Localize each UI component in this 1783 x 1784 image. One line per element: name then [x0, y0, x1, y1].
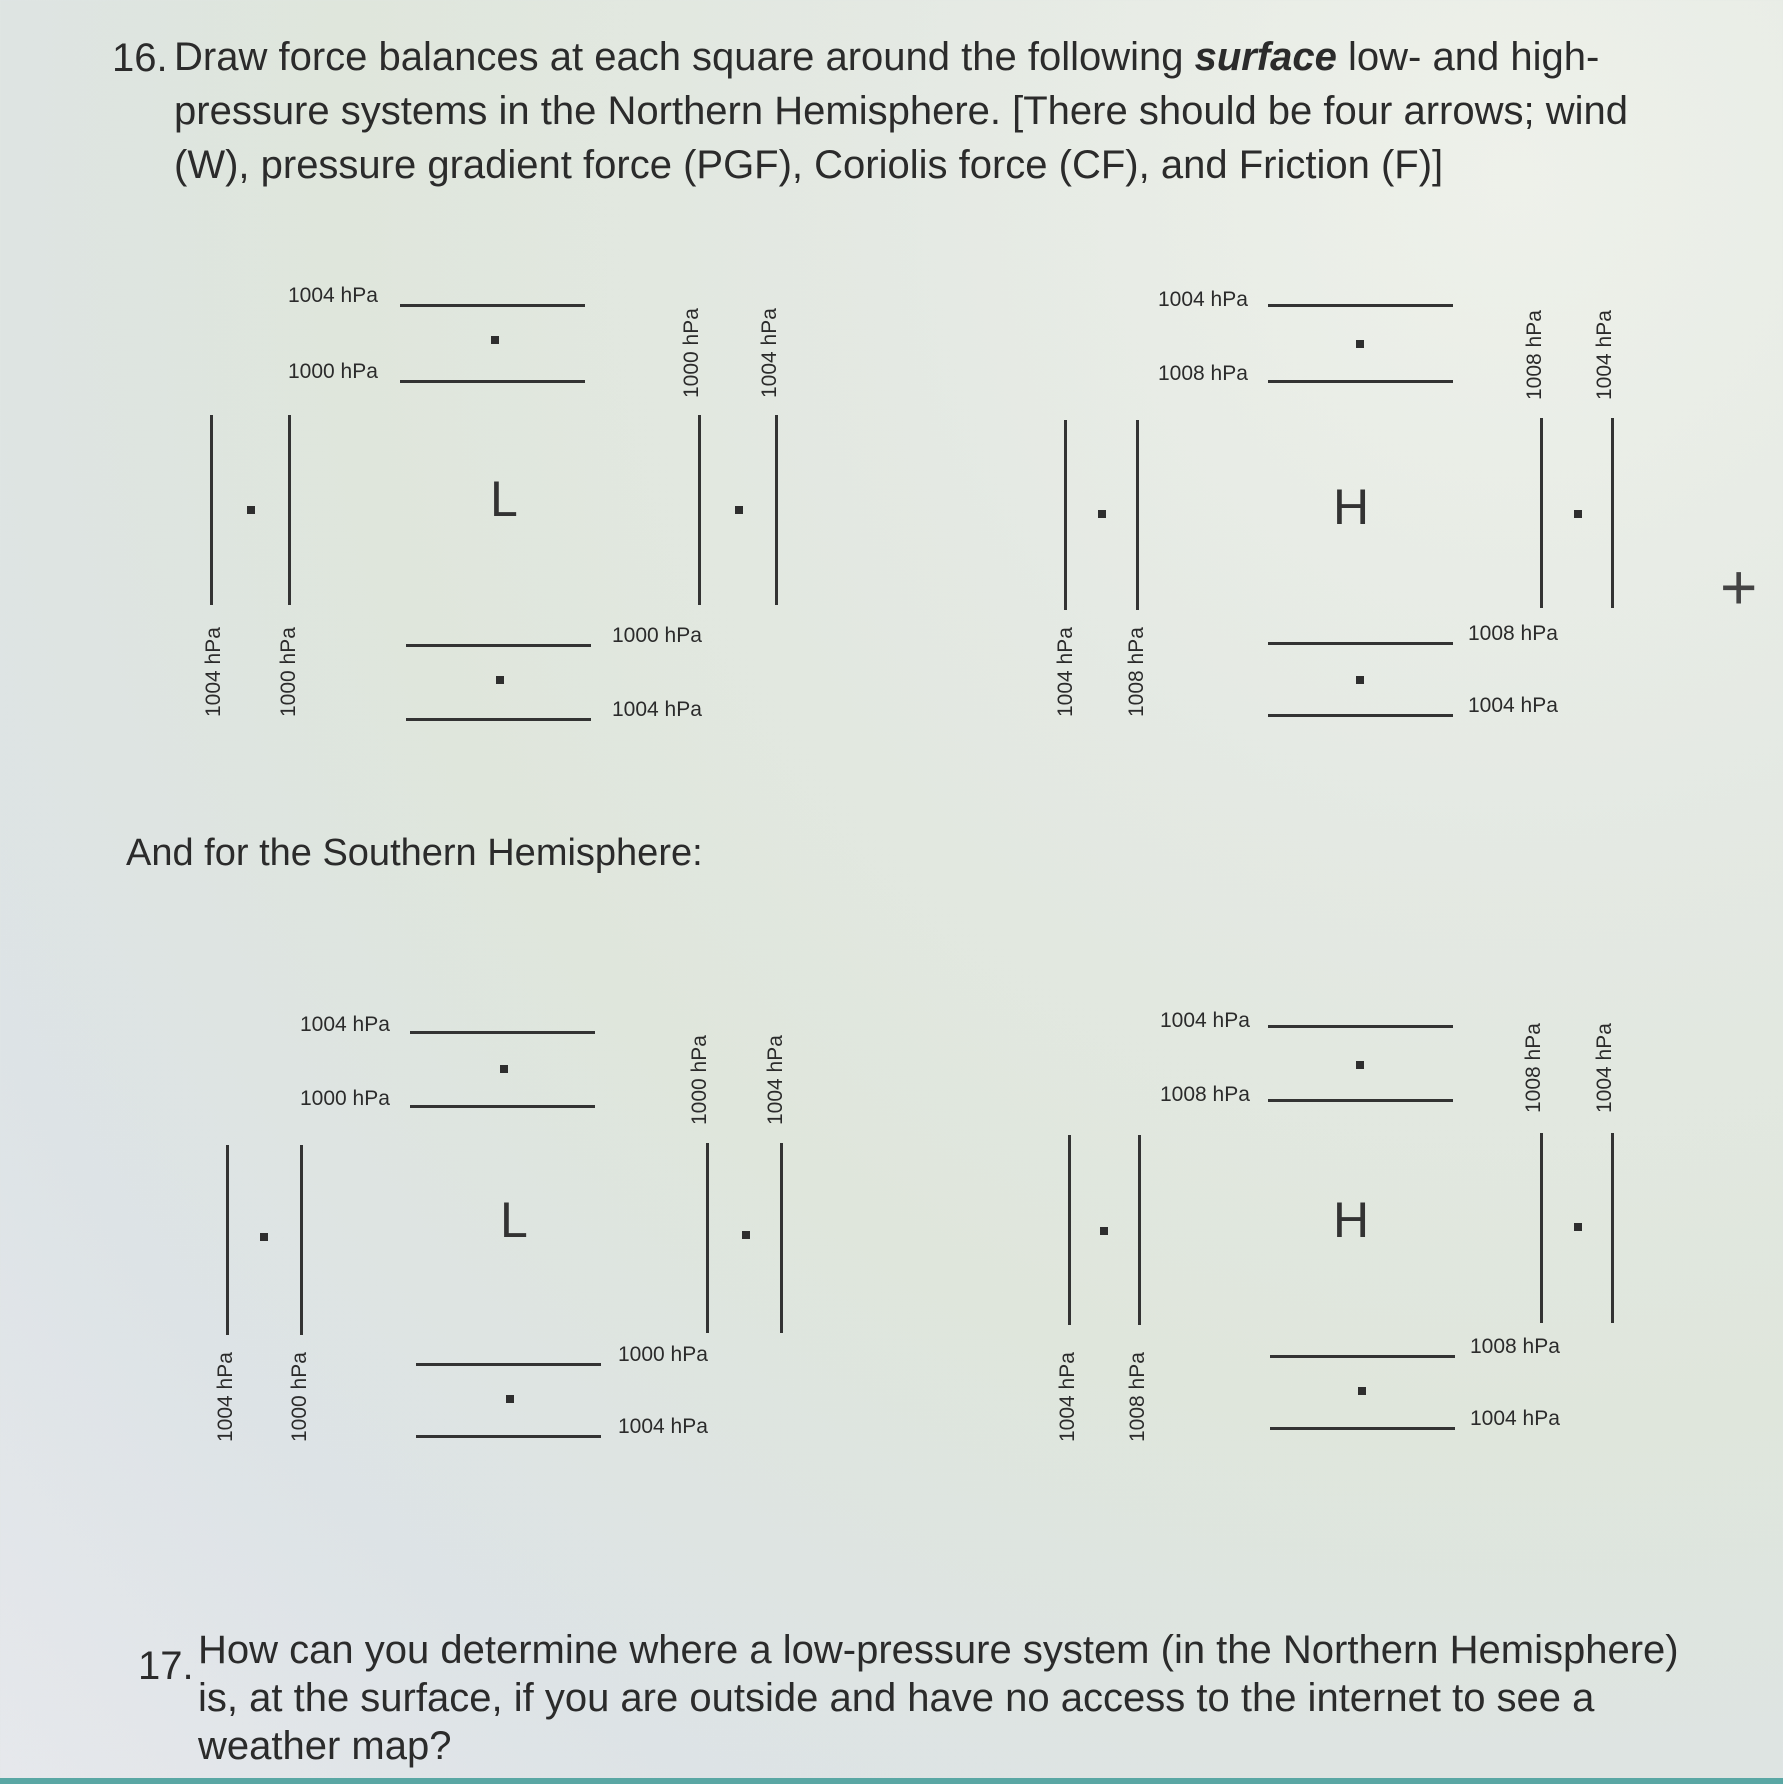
- force-square-bottom[interactable]: [496, 676, 504, 684]
- isobar-top-inner: [1268, 1099, 1453, 1102]
- isobar-label-bottom-outer: 1004 hPa: [1470, 1407, 1560, 1430]
- sh-low-diagram: [190, 995, 1050, 1455]
- high-pressure-center: H: [1333, 479, 1370, 535]
- isobar-label-top-outer: 1004 hPa: [1158, 288, 1248, 311]
- isobar-left-inner: [1136, 420, 1139, 610]
- isobar-left-inner: [300, 1145, 303, 1335]
- isobar-label-bottom-inner: 1008 hPa: [1468, 622, 1558, 645]
- isobar-label-bottom-inner: 1008 hPa: [1470, 1335, 1560, 1358]
- force-square-left[interactable]: [1100, 1227, 1108, 1235]
- isobar-left-outer: [210, 415, 213, 605]
- high-pressure-center: H: [1333, 1192, 1370, 1248]
- isobar-label-top-outer: 1004 hPa: [1160, 1009, 1250, 1032]
- force-square-top[interactable]: [500, 1065, 508, 1073]
- question-17-text: [198, 1626, 1679, 1770]
- sh-high-diagram: [1050, 995, 1783, 1455]
- isobar-label-bottom-outer: 1004 hPa: [1468, 694, 1558, 717]
- question-16-line-3: (W), pressure gradient force (PGF), Coriolis force (CF), and Friction (F)]: [174, 143, 1444, 187]
- southern-hemisphere-heading: And for the Southern Hemisphere:: [126, 832, 703, 874]
- isobar-left-inner: [1138, 1135, 1141, 1325]
- nh-low-diagram: [180, 270, 1040, 730]
- isobar-left-outer: [1064, 420, 1067, 610]
- isobar-right-outer: [1611, 1133, 1614, 1323]
- question-17-line-1: How can you determine where a low-pressure system (in the Northern Hemisphere): [198, 1628, 1679, 1672]
- isobar-top-outer: [400, 304, 585, 307]
- question-17-line-3: weather map?: [198, 1724, 452, 1768]
- isobar-bottom-inner: [406, 644, 591, 647]
- isobar-top-inner: [400, 380, 585, 383]
- isobar-label-top-outer: 1004 hPa: [288, 284, 378, 307]
- isobar-left-outer: [1068, 1135, 1071, 1325]
- force-square-right[interactable]: [1574, 510, 1582, 518]
- isobar-label-right-outer: 1004 hPa: [764, 1035, 787, 1125]
- isobar-label-bottom-inner: 1000 hPa: [612, 624, 702, 647]
- isobar-label-right-outer: 1004 hPa: [1593, 1023, 1616, 1113]
- isobar-right-outer: [775, 415, 778, 605]
- isobar-label-top-inner: 1008 hPa: [1158, 362, 1248, 385]
- isobar-label-left-inner: 1000 hPa: [288, 1352, 311, 1442]
- question-16-line-2: pressure systems in the Northern Hemisphere. [There should be four arrows; wind: [174, 89, 1628, 133]
- force-square-top[interactable]: [491, 336, 499, 344]
- isobar-label-right-inner: 1000 hPa: [688, 1035, 711, 1125]
- isobar-label-right-outer: 1004 hPa: [758, 308, 781, 398]
- isobar-label-bottom-outer: 1004 hPa: [612, 698, 702, 721]
- isobar-bottom-inner: [1268, 642, 1453, 645]
- force-square-top[interactable]: [1356, 340, 1364, 348]
- isobar-right-inner: [1540, 418, 1543, 608]
- isobar-right-inner: [706, 1143, 709, 1333]
- isobar-label-left-inner: 1008 hPa: [1125, 627, 1148, 717]
- isobar-label-right-outer: 1004 hPa: [1593, 310, 1616, 400]
- isobar-right-outer: [1611, 418, 1614, 608]
- isobar-left-outer: [226, 1145, 229, 1335]
- plus-mark: +: [1720, 551, 1758, 623]
- force-square-left[interactable]: [1098, 510, 1106, 518]
- isobar-top-outer: [1268, 1025, 1453, 1028]
- isobar-top-outer: [1268, 304, 1453, 307]
- question-16-text: [174, 30, 1628, 192]
- isobar-bottom-outer: [1270, 1427, 1455, 1430]
- isobar-label-bottom-outer: 1004 hPa: [618, 1415, 708, 1438]
- isobar-label-left-outer: 1004 hPa: [202, 627, 225, 717]
- isobar-label-top-inner: 1000 hPa: [288, 360, 378, 383]
- isobar-top-outer: [410, 1031, 595, 1034]
- isobar-right-outer: [780, 1143, 783, 1333]
- isobar-label-right-inner: 1008 hPa: [1522, 1023, 1545, 1113]
- isobar-label-top-inner: 1008 hPa: [1160, 1083, 1250, 1106]
- question-17-number: 17.: [138, 1644, 194, 1688]
- low-pressure-center: L: [500, 1192, 528, 1248]
- force-square-bottom[interactable]: [1358, 1387, 1366, 1395]
- isobar-label-right-inner: 1008 hPa: [1523, 310, 1546, 400]
- isobar-bottom-inner: [1270, 1355, 1455, 1358]
- isobar-top-inner: [1268, 380, 1453, 383]
- isobar-label-left-inner: 1008 hPa: [1126, 1352, 1149, 1442]
- force-square-right[interactable]: [735, 506, 743, 514]
- isobar-label-left-inner: 1000 hPa: [277, 627, 300, 717]
- force-square-left[interactable]: [247, 506, 255, 514]
- isobar-bottom-inner: [416, 1363, 601, 1366]
- isobar-top-inner: [410, 1105, 595, 1108]
- force-square-top[interactable]: [1356, 1061, 1364, 1069]
- force-square-bottom[interactable]: [1356, 676, 1364, 684]
- isobar-bottom-outer: [406, 718, 591, 721]
- nh-high-diagram: [1050, 270, 1783, 730]
- isobar-label-left-outer: 1004 hPa: [214, 1352, 237, 1442]
- isobar-label-top-outer: 1004 hPa: [300, 1013, 390, 1036]
- isobar-label-left-outer: 1004 hPa: [1054, 627, 1077, 717]
- low-pressure-center: L: [490, 471, 518, 527]
- force-square-right[interactable]: [1574, 1223, 1582, 1231]
- question-17-line-2: is, at the surface, if you are outside and have no access to the internet to see a: [198, 1676, 1595, 1720]
- force-square-bottom[interactable]: [506, 1395, 514, 1403]
- isobar-label-top-inner: 1000 hPa: [300, 1087, 390, 1110]
- isobar-right-inner: [698, 415, 701, 605]
- isobar-left-inner: [288, 415, 291, 605]
- isobar-label-left-outer: 1004 hPa: [1056, 1352, 1079, 1442]
- isobar-bottom-outer: [1268, 714, 1453, 717]
- bottom-edge-band: [0, 1778, 1783, 1784]
- question-16-line-1: Draw force balances at each square around the following surface low- and high-: [174, 35, 1600, 79]
- isobar-right-inner: [1540, 1133, 1543, 1323]
- isobar-label-bottom-inner: 1000 hPa: [618, 1343, 708, 1366]
- force-square-right[interactable]: [742, 1231, 750, 1239]
- question-16-number: 16.: [112, 36, 168, 80]
- force-square-left[interactable]: [260, 1233, 268, 1241]
- isobar-label-right-inner: 1000 hPa: [680, 308, 703, 398]
- isobar-bottom-outer: [416, 1435, 601, 1438]
